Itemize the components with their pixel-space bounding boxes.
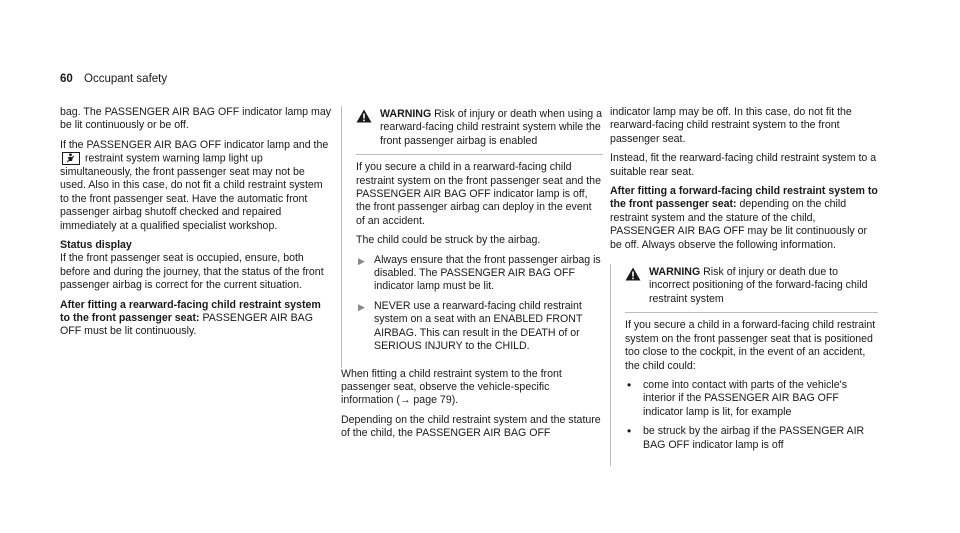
section-title: Occupant safety — [84, 73, 168, 85]
warning-text: If you secure a child in a forward-facing child restraint system on the front passenger seat that is positioned too close to the cockpit, in the event of an accident, the child could: — [625, 319, 876, 372]
subheading-status-display: Status display — [60, 238, 132, 251]
bullet-dot-icon: • — [627, 424, 632, 439]
warning-text: The child could be struck by the airbag. — [356, 234, 541, 247]
paragraph: Instead, fit the rearward-facing child restraint system to a suitable rear seat. — [610, 152, 877, 178]
page-number: 60 — [60, 73, 73, 85]
paragraph: If the PASSENGER AIR BAG OFF indicator lamp and the restraint system warning lamp light up simultaneously, the front passenger seat may not be used. Also in this case, do not fit a child restraint system to the front passenger seat. Have the automatic front passenger airbag shutoff checked and repaired immediately at a qualified specialist workshop. — [60, 138, 329, 232]
bullet-dot-icon: • — [627, 377, 632, 392]
list-item: ▶ NEVER use a rearward-facing child restraint system on a seat with an ENABLED FRONT AIRBAG. This can result in the DEATH of or SERIOUS INJURY to the CHILD. — [358, 299, 583, 353]
column-1 — [60, 106, 332, 345]
column-2 — [341, 106, 603, 447]
warning-title: Risk of injury or death due to incorrect positioning of the forward-facing child restraint system — [649, 266, 868, 305]
warning-triangle-icon — [356, 109, 372, 123]
warning-box — [610, 264, 878, 466]
warning-title: Risk of injury or death when using a rearward-facing child restraint system while the front passenger airbag is enabled — [380, 108, 602, 147]
paragraph: If the front passenger seat is occupied, ensure, both before and during the journey, that the status of the front passenger airbag is correct for the current situation. — [60, 252, 324, 292]
paragraph: After fitting a rearward-facing child restraint system to the front passenger seat: PASSENGER AIR BAG OFF must be lit continuously. — [60, 298, 321, 338]
paragraph: After fitting a forward-facing child restraint system to the front passenger seat: depending on the child restraint system and the stature of the child, PASSENGER AIR BAG OFF may be lit continuously or be off. Always observe the following information. — [610, 185, 878, 251]
arrow-right-icon: ▶ — [358, 255, 365, 266]
column-3 — [610, 106, 878, 466]
warning-box — [341, 106, 603, 368]
warning-triangle-icon — [625, 267, 641, 281]
warning-text: If you secure a child in a rearward-facing child restraint system on the front passenger seat and the PASSENGER AIR BAG OFF indicator lamp is off, the front passenger airbag can deploy in the event of an accident. — [356, 161, 601, 227]
inline-heading: After fitting a forward-facing child restraint system to the front passenger seat: — [610, 185, 878, 211]
paragraph: indicator lamp may be off. In this case, do not fit the rearward-facing child restraint system to the front passenger seat. — [610, 106, 852, 145]
inline-heading: After fitting a rearward-facing child restraint system to the front passenger seat: — [60, 298, 321, 324]
list-item: • be struck by the airbag if the PASSENGER AIR BAG OFF indicator lamp is off — [627, 424, 865, 451]
restraint-system-icon — [62, 152, 80, 165]
paragraph: When fitting a child restraint system to the front passenger seat, observe the vehicle-specific information (→ page 79). — [341, 367, 562, 407]
list-item: • come into contact with parts of the vehicle's interior if the PASSENGER AIR BAG OFF indicator lamp is lit, for example — [627, 377, 847, 418]
arrow-right-icon: ▶ — [358, 301, 365, 312]
warning-header — [625, 264, 878, 313]
warning-label: WARNING — [649, 266, 701, 279]
warning-header — [356, 106, 603, 155]
paragraph: bag. The PASSENGER AIR BAG OFF indicator lamp may be lit continuously or be off. — [60, 106, 332, 132]
list-item: ▶ Always ensure that the front passenger airbag is disabled. The PASSENGER AIR BAG OFF indicator lamp must be lit. — [358, 253, 601, 293]
warning-label: WARNING — [380, 108, 432, 120]
paragraph: Depending on the child restraint system and the stature of the child, the PASSENGER AIR BAG OFF — [341, 413, 601, 440]
page-header — [60, 73, 167, 85]
